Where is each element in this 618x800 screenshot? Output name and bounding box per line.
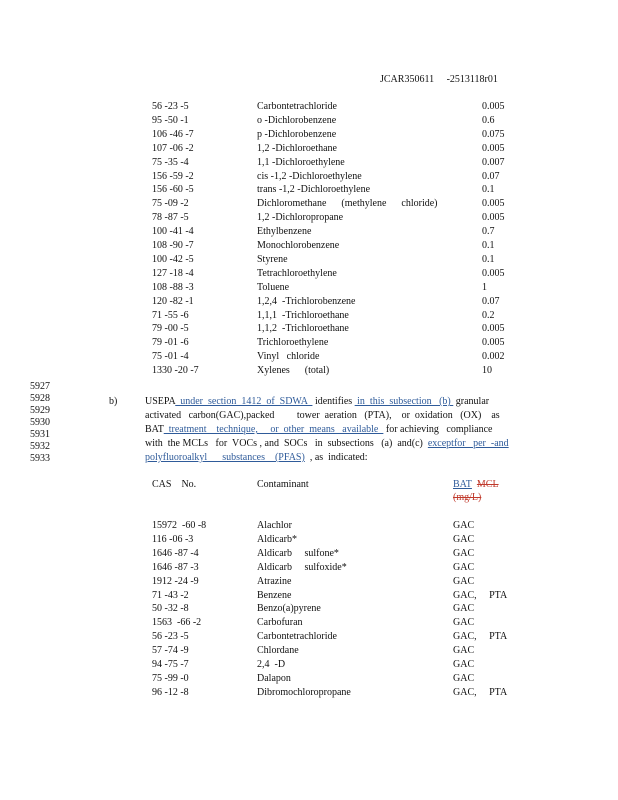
mcl-row-mcl-value: 0.1 — [482, 254, 495, 265]
paragraph-label: b) — [109, 396, 118, 407]
line-number: 5933 — [30, 453, 50, 464]
bat-table-header-bat — [453, 479, 499, 491]
mcl-row-contaminant: p -Dichlorobenzene — [257, 129, 337, 140]
mcl-row-cas: 75 -09 -2 — [152, 198, 189, 209]
inserted-text-pfas: polyfluoroalkyl substances (PFAS) — [145, 452, 305, 463]
mcl-row-cas: 79 -01 -6 — [152, 337, 189, 348]
mcl-row-mcl-value: 0.005 — [482, 198, 505, 209]
deleted-text-mgl-header: (mg/L) — [453, 492, 482, 503]
bat-table-header-units — [453, 492, 481, 504]
bat-row-contaminant: Carbontetrachloride — [257, 631, 337, 642]
mcl-row-mcl-value: 0.005 — [482, 212, 505, 223]
mcl-row-cas: 156 -60 -5 — [152, 184, 194, 195]
mcl-row-cas: 120 -82 -1 — [152, 296, 194, 307]
mcl-row-cas: 100 -42 -5 — [152, 254, 194, 265]
line-number: 5928 — [30, 393, 50, 404]
bat-row-cas: 1912 -24 -9 — [152, 576, 199, 587]
mcl-row-contaminant: trans -1,2 -Dichloroethylene — [257, 184, 371, 195]
line-number: 5931 — [30, 429, 50, 440]
mcl-row-cas: 107 -06 -2 — [152, 143, 194, 154]
text-granular: granular — [453, 396, 490, 407]
bat-row-cas: 1646 -87 -3 — [152, 562, 199, 573]
mcl-row-mcl-value: 0.005 — [482, 268, 505, 279]
paragraph-line-1 — [145, 396, 489, 408]
bat-row-contaminant: Aldicarb sulfone* — [257, 548, 339, 559]
bat-row-cas: 75 -99 -0 — [152, 673, 189, 684]
text-for-achieving-compliance: for achieving compliance — [383, 424, 493, 435]
bat-row-bat: GAC — [453, 673, 475, 684]
mcl-row-contaminant: Xylenes (total) — [257, 365, 330, 376]
mcl-row-contaminant: Carbontetrachloride — [257, 101, 337, 112]
mcl-row-contaminant: Styrene — [257, 254, 288, 265]
mcl-row-mcl-value: 0.005 — [482, 323, 505, 334]
bat-row-bat: GAC — [453, 520, 475, 531]
mcl-row-contaminant: Vinyl chloride — [257, 351, 320, 362]
mcl-row-contaminant: 1,1,1 -Trichloroethane — [257, 310, 349, 321]
inserted-text-bat-header: BAT — [453, 479, 472, 490]
document-header — [380, 74, 498, 86]
paragraph-line-5 — [145, 452, 368, 464]
bat-row-bat: GAC — [453, 645, 475, 656]
bat-row-contaminant: Benzo(a)pyrene — [257, 603, 321, 614]
inserted-text-subsection-b: in this subsection (b) — [354, 396, 454, 407]
line-number: 5930 — [30, 417, 50, 428]
mcl-row-mcl-value: 0.005 — [482, 143, 505, 154]
line-number: 5927 — [30, 381, 50, 392]
inserted-text-except-for-per: exceptfor per -and — [427, 438, 509, 449]
mcl-row-contaminant: Toluene — [257, 282, 290, 293]
mcl-row-mcl-value: 1 — [482, 282, 487, 293]
bat-row-contaminant: Alachlor — [257, 520, 292, 531]
mcl-row-cas: 95 -50 -1 — [152, 115, 189, 126]
bat-row-cas: 15972 -60 -8 — [152, 520, 207, 531]
bat-row-bat: GAC — [453, 603, 475, 614]
bat-row-cas: 1646 -87 -4 — [152, 548, 199, 559]
document-id: JCAR350611 — [380, 74, 435, 85]
paragraph-line-4 — [145, 438, 509, 450]
bat-row-contaminant: Aldicarb* — [257, 534, 297, 545]
bat-row-bat: GAC, PTA — [453, 590, 508, 601]
bat-row-contaminant: Carbofuran — [257, 617, 303, 628]
bat-row-bat: GAC, PTA — [453, 631, 508, 642]
mcl-row-mcl-value: 0.6 — [482, 115, 495, 126]
line-number: 5929 — [30, 405, 50, 416]
mcl-row-cas: 75 -35 -4 — [152, 157, 189, 168]
bat-table-header-contaminant: Contaminant — [257, 479, 309, 490]
bat-row-cas: 96 -12 -8 — [152, 687, 189, 698]
text-usepa: USEPA — [145, 396, 176, 407]
bat-row-cas: 57 -74 -9 — [152, 645, 189, 656]
paragraph-line-3 — [145, 424, 493, 436]
bat-row-cas: 56 -23 -5 — [152, 631, 189, 642]
bat-row-bat: GAC — [453, 548, 475, 559]
mcl-row-mcl-value: 0.7 — [482, 226, 495, 237]
bat-row-cas: 116 -06 -3 — [152, 534, 194, 545]
bat-row-cas: 1563 -66 -2 — [152, 617, 202, 628]
mcl-row-contaminant: Tetrachloroethylene — [257, 268, 337, 279]
mcl-row-contaminant: 1,2 -Dichloropropane — [257, 212, 344, 223]
text-as-indicated: , as indicated: — [304, 452, 368, 463]
mcl-row-mcl-value: 0.2 — [482, 310, 495, 321]
mcl-row-mcl-value: 10 — [482, 365, 492, 376]
inserted-text-treatment-technique: treatment technique, or other means available — [163, 424, 384, 435]
mcl-row-contaminant: Monochlorobenzene — [257, 240, 340, 251]
mcl-row-cas: 106 -46 -7 — [152, 129, 194, 140]
mcl-row-contaminant: o -Dichlorobenzene — [257, 115, 337, 126]
inserted-text-section-1412: under section 1412 of SDWA — [175, 396, 313, 407]
deleted-text-mcl-header: MCL — [476, 479, 499, 490]
mcl-row-mcl-value: 0.1 — [482, 184, 495, 195]
bat-row-contaminant: Atrazine — [257, 576, 292, 587]
mcl-row-contaminant: 1,2 -Dichloroethane — [257, 143, 337, 154]
mcl-row-cas: 108 -90 -7 — [152, 240, 194, 251]
bat-row-bat: GAC — [453, 562, 475, 573]
bat-row-bat: GAC — [453, 659, 475, 670]
bat-row-bat: GAC — [453, 617, 475, 628]
mcl-row-cas: 100 -41 -4 — [152, 226, 194, 237]
mcl-row-mcl-value: 0.007 — [482, 157, 505, 168]
line-number: 5932 — [30, 441, 50, 452]
mcl-row-cas: 156 -59 -2 — [152, 171, 194, 182]
mcl-row-cas: 71 -55 -6 — [152, 310, 189, 321]
mcl-row-contaminant: Ethylbenzene — [257, 226, 312, 237]
mcl-row-mcl-value: 0.1 — [482, 240, 495, 251]
bat-row-bat: GAC — [453, 576, 475, 587]
mcl-row-cas: 127 -18 -4 — [152, 268, 194, 279]
mcl-row-mcl-value: 0.005 — [482, 101, 505, 112]
text-identifies: identifies — [312, 396, 355, 407]
mcl-row-mcl-value: 0.07 — [482, 171, 500, 182]
text-bat: BAT — [145, 424, 164, 435]
bat-row-contaminant: Dibromochloropropane — [257, 687, 351, 698]
mcl-row-mcl-value: 0.075 — [482, 129, 505, 140]
paragraph-line-2: activated carbon(GAC),packed tower aeration (PTA), or oxidation (OX) as — [145, 410, 500, 421]
document-code: -2513118r01 — [446, 74, 498, 85]
mcl-row-contaminant: 1,2,4 -Trichlorobenzene — [257, 296, 356, 307]
mcl-row-cas: 1330 -20 -7 — [152, 365, 199, 376]
bat-row-cas: 50 -32 -8 — [152, 603, 189, 614]
bat-row-bat: GAC — [453, 534, 475, 545]
text-with-the-mcls: with the MCLs for VOCs — [145, 438, 258, 449]
bat-row-contaminant: Chlordane — [257, 645, 299, 656]
mcl-row-contaminant: Dichloromethane (methylene chloride) — [257, 198, 438, 209]
mcl-row-contaminant: 1,1,2 -Trichloroethane — [257, 323, 349, 334]
bat-row-contaminant: Aldicarb sulfoxide* — [257, 562, 347, 573]
mcl-row-cas: 75 -01 -4 — [152, 351, 189, 362]
bat-row-bat: GAC, PTA — [453, 687, 508, 698]
mcl-row-cas: 56 -23 -5 — [152, 101, 189, 112]
mcl-row-mcl-value: 0.002 — [482, 351, 505, 362]
mcl-row-contaminant: Trichloroethylene — [257, 337, 329, 348]
mcl-row-mcl-value: 0.005 — [482, 337, 505, 348]
mcl-row-contaminant: 1,1 -Dichloroethylene — [257, 157, 345, 168]
bat-table-header-cas: CAS No. — [152, 479, 197, 490]
mcl-row-contaminant: cis -1,2 -Dichloroethylene — [257, 171, 362, 182]
mcl-row-cas: 79 -00 -5 — [152, 323, 189, 334]
bat-row-cas: 94 -75 -7 — [152, 659, 189, 670]
mcl-row-cas: 108 -88 -3 — [152, 282, 194, 293]
bat-row-contaminant: 2,4 -D — [257, 659, 286, 670]
text-and-socs: , and SOCs in subsections (a) and(c) — [257, 438, 428, 449]
mcl-row-mcl-value: 0.07 — [482, 296, 500, 307]
mcl-row-cas: 78 -87 -5 — [152, 212, 189, 223]
bat-row-contaminant: Dalapon — [257, 673, 291, 684]
bat-row-cas: 71 -43 -2 — [152, 590, 189, 601]
bat-row-contaminant: Benzene — [257, 590, 292, 601]
